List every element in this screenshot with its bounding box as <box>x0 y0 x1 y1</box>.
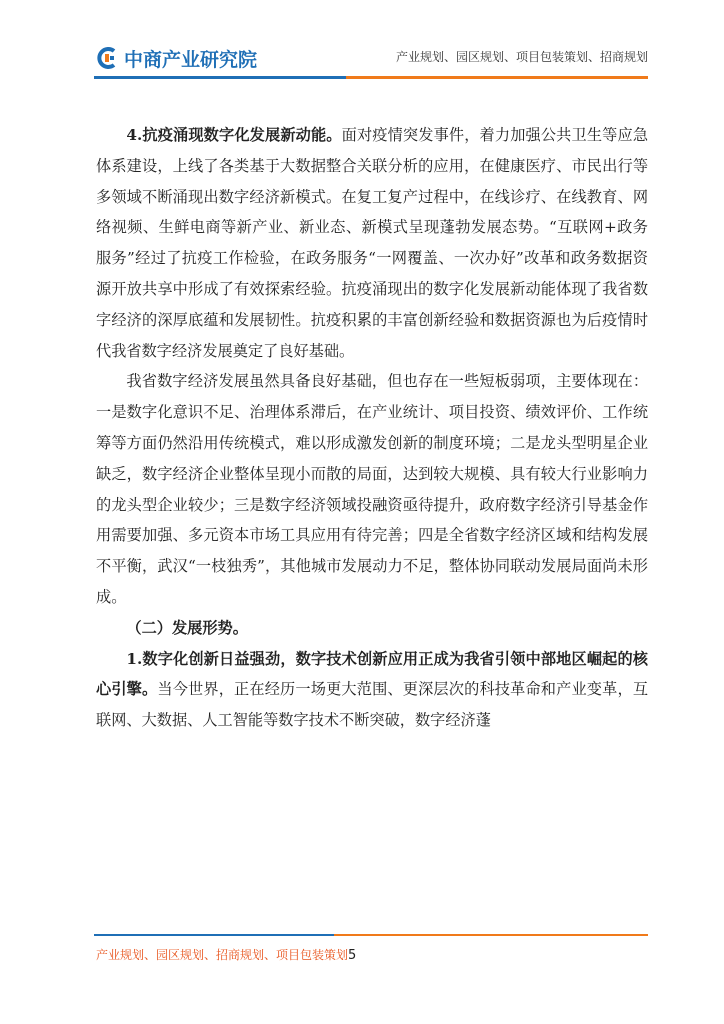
paragraph-1-lead: 4.抗疫涌现数字化发展新动能。 <box>126 126 342 144</box>
header-rule-blue <box>94 76 346 79</box>
paragraph-3-lead: 1.数字化创新日益强劲，数字技术创新应用正成为我省引领中部地区崛起的核心引擎。 <box>96 649 648 699</box>
logo-c-icon <box>94 45 120 71</box>
paragraph-2: 我省数字经济发展虽然具备良好基础，但也存在一些短板弱项，主要体现在：一是数字化意识不足、治理体系滞后，在产业统计、项目投资、绩效评价、工作统筹等方面仍然沿用传统模式，难以形成激发创新的制度环境；二是龙头型明星企业缺乏，数字经济企业整体呈现小而散的局面，达到较大规模、具有较大行业影响力的龙头型企业较少；三是数字经济领域投融资亟待提升，政府数字经济引导基金作用需要加强、多元资本市场工具应用有待完善；四是全省数字经济区域和结构发展不平衡，武汉“一枝独秀”，其他城市发展动力不足，整体协同联动发展局面尚未形成。 <box>96 372 648 606</box>
footer <box>96 946 356 963</box>
footer-rule-blue <box>94 934 334 936</box>
page-number: 5 <box>348 948 357 963</box>
footer-text: 产业规划、园区规划、招商规划、项目包装策划 <box>96 948 349 962</box>
logo-text: 中商产业研究院 <box>124 48 258 71</box>
header-rule-orange <box>346 76 648 79</box>
paragraph-3 <box>96 644 648 736</box>
header-tagline: 产业规划、园区规划、项目包装策划、招商规划 <box>395 50 648 64</box>
section-heading: （二）发展形势。 <box>126 618 248 637</box>
footer-rule-orange <box>334 934 648 936</box>
paragraph-1 <box>96 120 648 366</box>
paragraph-1-body: 面对疫情突发事件，着力加强公共卫生等应急体系建设，上线了各类基于大数据整合关联分析的应用，在健康医疗、市民出行等多领域不断涌现出数字经济新模式。在复工复产过程中，在线诊疗、在线教育、网络视频、生鲜电商等新产业、新业态、新模式呈现蓬勃发展态势。“互联网+政务服务”经过了抗疫工作检验，在政务服务“一网覆盖、一次办好”改革和政务数据资源开放共享中形成了有效探索经验。抗疫涌现出的数字化发展新动能体现了我省数字经济的深厚底蕴和发展韧性。抗疫积累的丰富创新经验和数据资源也为后疫情时代我省数字经济发展奠定了良好基础。 <box>96 126 649 360</box>
paragraph-3-body: 当今世界，正在经历一场更大范围、更深层次的科技革命和产业变革，互联网、大数据、人工智能等数字技术不断突破，数字经济蓬 <box>96 680 649 730</box>
document-body <box>96 120 648 736</box>
company-logo <box>94 44 257 72</box>
